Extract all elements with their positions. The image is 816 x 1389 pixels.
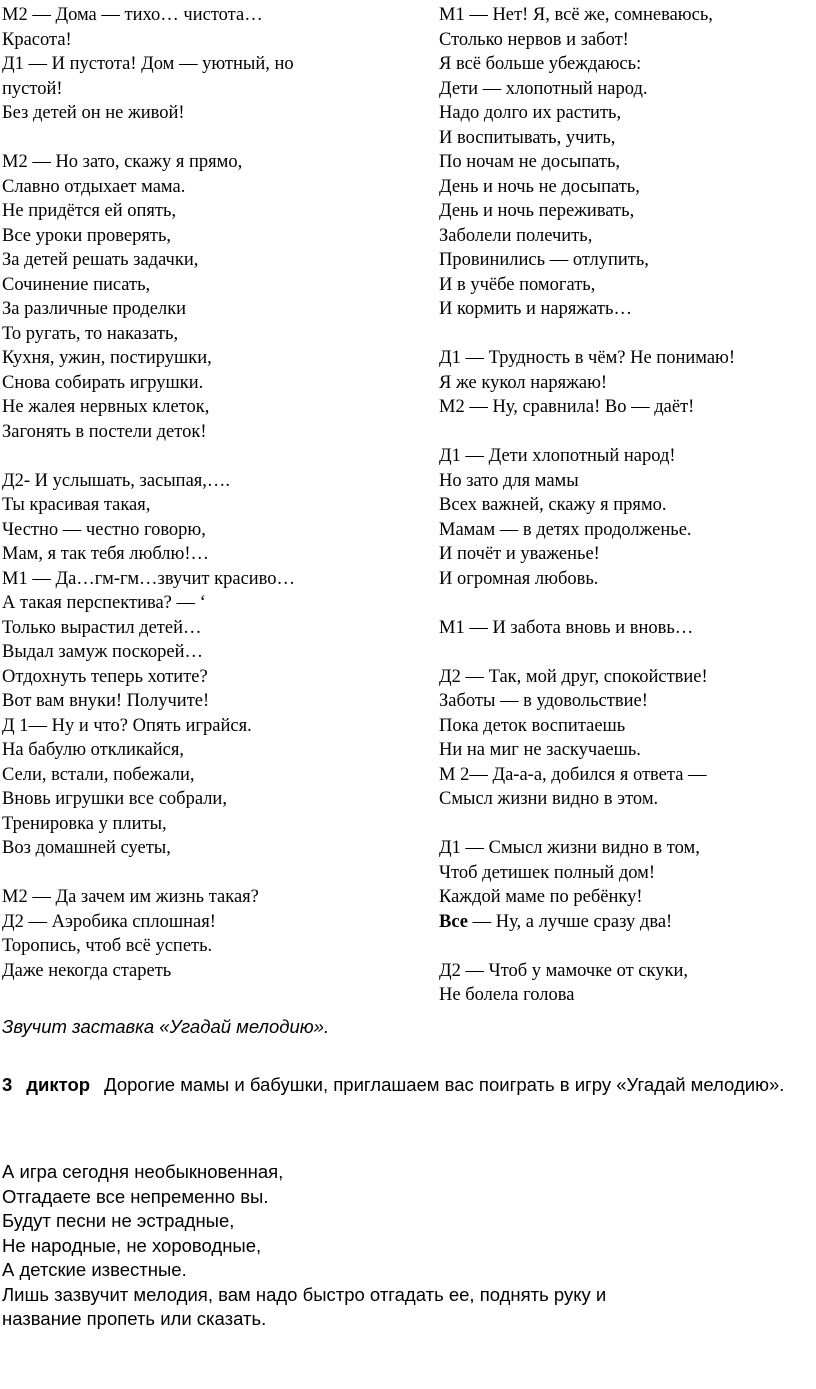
verse-line: М1 — Нет! Я, всё же, сомневаюсь,	[439, 5, 713, 25]
verse-line: Пока деток воспитаешь	[439, 715, 626, 736]
poem-line: Отгадаете все непременно вы.	[2, 1185, 269, 1207]
announcer-paragraph	[2, 1073, 814, 1098]
verse-line-all	[439, 910, 814, 935]
verse-line: М2 — Но зато, скажу я прямо,	[2, 152, 243, 172]
verse-line: Каждой маме по ребёнку!	[439, 887, 643, 907]
verse-line: Д2 — Чтоб у мамочке от скуки,	[439, 960, 689, 981]
verse-line: То ругать, то наказать,	[2, 323, 179, 344]
verse-line: Красота!	[2, 29, 72, 50]
verse-line: Без детей он не живой!	[2, 103, 185, 123]
verse-line: Отдохнуть теперь хотите?	[2, 666, 208, 687]
verse-line: Сели, встали, побежали,	[2, 764, 195, 785]
announcer-role: диктор	[26, 1074, 91, 1095]
verse-line: Славно отдыхает мама.	[2, 176, 186, 197]
poem-line: название пропеть или сказать.	[2, 1308, 267, 1329]
poem-line: Не народные, не хороводные,	[2, 1234, 262, 1256]
verse-line: Мам, я так тебя люблю!…	[2, 544, 209, 564]
stage-direction: Звучит заставка «Угадай мелодию».	[2, 1016, 330, 1037]
verse-line: Д1 — Трудность в чём? Не понимаю!	[439, 348, 736, 368]
verse-line: М2 — Да зачем им жизнь такая?	[2, 887, 259, 907]
stanza-gap	[439, 640, 814, 665]
announcer-text: Дорогие мамы и бабушки, приглашаем вас поиграть в игру «Угадай мелодию».	[104, 1074, 785, 1095]
stanza-gap	[439, 934, 814, 959]
verse-line: Ты красивая такая,	[2, 495, 151, 515]
verse-line: Чтоб детишек полный дом!	[439, 862, 656, 883]
verse-line: Ни на миг не заскучаешь.	[439, 740, 641, 760]
verse-line: Кухня, ужин, постирушки,	[2, 348, 212, 368]
verse-line: Д1 — И пустота! Дом — уютный, но	[2, 54, 294, 74]
verse-line: Честно — честно говорю,	[2, 519, 206, 540]
stanza-gap	[439, 591, 814, 616]
poem-line: А детские известные.	[2, 1259, 187, 1280]
verse-line: Торопись, чтоб всё успеть.	[2, 936, 213, 956]
verse-line: Д 1— Ну и что? Опять играйся.	[2, 715, 252, 736]
verse-line: По ночам не досыпать,	[439, 152, 621, 172]
verse-line: Д1 — Смысл жизни видно в том,	[439, 838, 700, 858]
stanza-gap	[2, 126, 432, 151]
verse-line: Смысл жизни видно в этом.	[439, 789, 659, 809]
verse-line: Вновь игрушки все собрали,	[2, 789, 227, 809]
verse-line: пустой!	[2, 78, 63, 99]
stanza-gap	[439, 420, 814, 445]
verse-line: И почёт и уваженье!	[439, 544, 600, 564]
closing-poem	[2, 1160, 814, 1332]
verse-line: Столько нервов и забот!	[439, 29, 629, 50]
verse-line: За различные проделки	[2, 299, 187, 319]
stanza-gap	[2, 861, 432, 886]
poem-line: А игра сегодня необыкновенная,	[2, 1161, 284, 1182]
verse-line: Д1 — Дети хлопотный народ!	[439, 446, 676, 466]
verse-line: День и ночь переживать,	[439, 201, 635, 221]
verse-line: Воз домашней суеты,	[2, 838, 171, 858]
verse-line: Выдал замуж поскорей…	[2, 642, 204, 662]
poem-line: Будут песни не эстрадные,	[2, 1210, 235, 1231]
verse-line: Сочинение писать,	[2, 274, 151, 295]
verse-line: Заботы — в удовольствие!	[439, 691, 648, 711]
verse-line: Вот вам внуки! Получите!	[2, 691, 210, 711]
verse-line: Я всё больше убеждаюсь:	[439, 54, 642, 74]
verse-line: Д2- И услышать, засыпая,….	[2, 470, 231, 491]
verse-line: Надо долго их растить,	[439, 103, 622, 123]
verse-line: М1 — И забота вновь и вновь…	[439, 617, 694, 638]
verse-line: И кормить и наряжать…	[439, 299, 632, 319]
verse-line: Не жалея нервных клеток,	[2, 397, 210, 417]
verse-line: За детей решать задачки,	[2, 250, 199, 270]
verse-line: Всех важней, скажу я прямо.	[439, 495, 667, 515]
verse-line: А такая перспектива? — ‘	[2, 593, 206, 613]
verse-line: М 2— Да-а-а, добился я ответа —	[439, 764, 707, 785]
verse-line: Не болела голова	[439, 985, 575, 1005]
verse-line: Дети — хлопотный народ.	[439, 78, 648, 99]
verse-line: Тренировка у плиты,	[2, 813, 167, 834]
verse-line: Мамам — в детях продолженье.	[439, 519, 692, 540]
verse-line: Заболели полечить,	[439, 225, 593, 246]
verse-line: И огромная любовь.	[439, 568, 599, 589]
poem-line: Лишь зазвучит мелодия, вам надо быстро отгадать ее, поднять руку и	[2, 1283, 607, 1305]
verse-line: Д2 — Аэробика сплошная!	[2, 911, 216, 932]
verse-line: Только вырастил детей…	[2, 617, 202, 638]
verse-line: М2 — Ну, сравнила! Во — даёт!	[439, 397, 695, 417]
verse-line: Не придётся ей опять,	[2, 201, 177, 221]
verse-line: Провинились — отлупить,	[439, 250, 649, 270]
right-column	[439, 3, 814, 1008]
verse-line: И воспитывать, учить,	[439, 127, 616, 148]
left-column	[2, 3, 432, 983]
stanza-gap	[439, 322, 814, 347]
announcer-number: 3	[2, 1074, 13, 1095]
verse-line: М1 — Да…гм-гм…звучит красиво…	[2, 568, 296, 589]
stanza-gap	[2, 444, 432, 469]
verse-line: М2 — Дома — тихо… чистота…	[2, 5, 263, 25]
verse-line: Даже некогда стареть	[2, 960, 172, 981]
verse-text: — Ну, а лучше сразу два!	[468, 911, 673, 932]
verse-line: День и ночь не досыпать,	[439, 176, 640, 197]
verse-line: Снова собирать игрушки.	[2, 372, 204, 393]
verse-line: На бабулю откликайся,	[2, 740, 185, 760]
stanza-gap	[439, 812, 814, 837]
verse-line: Загонять в постели деток!	[2, 421, 207, 442]
verse-line: Д2 — Так, мой друг, спокойствие!	[439, 666, 708, 687]
verse-line: Я же кукол наряжаю!	[439, 372, 608, 393]
verse-line: Все уроки проверять,	[2, 225, 172, 246]
verse-line: И в учёбе помогать,	[439, 274, 596, 295]
verse-line: Но зато для мамы	[439, 470, 579, 491]
speaker-all: Все	[439, 911, 468, 932]
